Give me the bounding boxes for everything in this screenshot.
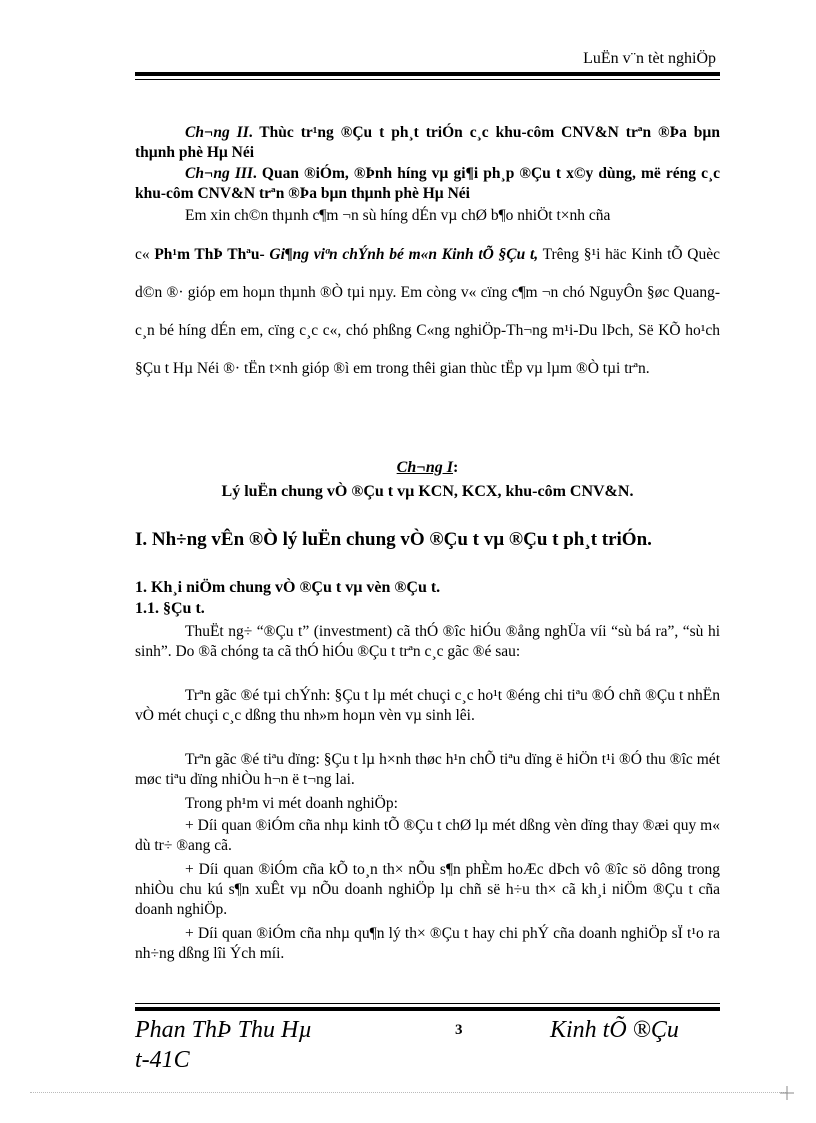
thanks-teacher-name: Ph¹m ThÞ Thªu-	[154, 246, 270, 263]
toc-chapter-3	[135, 164, 720, 204]
thanks-prefix: c«	[135, 246, 155, 263]
body-paragraph-1: ThuËt ng÷ “®Çu t” (investment) cã thÓ ®îc hiÓu ®ång nghÜa víi “sù bá ra”, “sù hi sinh”. Do ®ã chóng ta cã thÓ hiÓu ®Çu t trªn c¸c gãc ®é sau:	[135, 623, 720, 660]
toc-chapter-3-text: . Quan ®iÓm, ®Þnh híng vµ gi¶i ph¸p ®Çu t x©y dùng, më réng c¸c khu-côm CNV&N trªn ®Þa bµn thµnh phè Hµ Néi	[135, 165, 720, 202]
chapter-label-colon: :	[453, 459, 459, 476]
toc-chapter-3-label: Ch¬ng III	[185, 165, 253, 182]
footer-subject: Kinh tÕ ®Çu	[550, 1017, 679, 1043]
body-paragraph-2: Trªn gãc ®é tµi chÝnh: §Çu t lµ mét chuçi c¸c ho¹t ®éng chi tiªu ®Ó chñ ®Çu t nhËn vÒ mét chuçi c¸c dßng thu nh»m hoµn vèn vµ sinh lêi.	[135, 687, 720, 724]
page-corner-mark-icon	[780, 1086, 794, 1100]
toc-chapter-2	[135, 123, 720, 163]
body-paragraph-3: Trªn gãc ®é tiªu dïng: §Çu t lµ h×nh thøc h¹n chÕ tiªu dïng ë hiÖn t¹i ®Ó thu ®îc mét møc tiªu dïng nhiÒu h¬n ë t¬ng lai.	[135, 751, 720, 788]
thanks-teacher-role: Gi¶ng viªn chÝnh bé m«n Kinh tÕ §Çu t,	[269, 246, 539, 263]
thanks-paragraph-2	[135, 236, 720, 388]
toc-chapter-2-label: Ch¬ng II	[185, 124, 249, 141]
header-title: LuËn v¨n tèt nghiÖp	[583, 50, 716, 67]
header-rule-thick	[135, 72, 720, 76]
footer-rule-thick	[135, 1007, 720, 1011]
thanks-body: Trêng §¹i häc Kinh tÕ Quèc d©n ®· gióp em hoµn thµnh ®Ò tµi nµy. Em còng v« cïng c¶m ¬n chó NguyÔn §øc Quang-c¸n bé híng dÉn em, cïng c¸c c«, chó phßng C«ng nghiÖp-Th¬ng m¹i-Du lÞch, Së KÕ ho¹ch §Çu t Hµ Néi ®· tËn t×nh gióp ®ì em trong thêi gian thùc tËp vµ lµm ®Ò tµi trªn.	[135, 246, 720, 377]
footer-author-class: t-41C	[135, 1047, 190, 1073]
section-1-heading: I. Nh÷ng vÊn ®Ò lý luËn chung vÒ ®Çu t vµ ®Çu t ph¸t triÓn.	[135, 529, 652, 550]
footer-rule-thin	[135, 1003, 720, 1004]
thanks-paragraph-1: Em xin ch©n thµnh c¶m ¬n sù híng dÉn vµ chØ b¶o nhiÖt t×nh cña	[185, 207, 611, 224]
header-rule-thin	[135, 79, 720, 80]
footer-author	[135, 1015, 312, 1075]
body-paragraph-4: Trong ph¹m vi mét doanh nghiÖp:	[185, 795, 398, 812]
subsection-1-heading: 1. Kh¸i niÖm chung vÒ ®Çu t vµ vèn ®Çu t.	[135, 579, 441, 596]
toc-chapter-2-text: . Thùc tr¹ng ®Çu t ph¸t triÓn c¸c khu-côm CNV&N trªn ®Þa bµn thµnh phè Hµ Néi	[135, 124, 720, 161]
subsection-1-1-heading: 1.1. §Çu t.	[135, 600, 205, 617]
footer-author-name: Phan ThÞ Thu Hµ	[135, 1017, 313, 1043]
page-number: 3	[455, 1022, 463, 1038]
chapter-title: Lý luËn chung vÒ ®Çu t vµ KCN, KCX, khu-côm CNV&N.	[221, 483, 634, 500]
page-bottom-dotted-border	[30, 1092, 786, 1093]
chapter-label	[135, 457, 720, 479]
body-paragraph-7: + Díi quan ®iÓm cña nhµ qu¶n lý th× ®Çu t hay chi phÝ cña doanh nghiÖp sÏ t¹o ra nh÷ng dßng lîi Ých míi.	[135, 925, 720, 962]
body-paragraph-6: + Díi quan ®iÓm cña kÕ to¸n th× nÕu s¶n phÈm hoÆc dÞch vô ®îc sö dông trong nhiÒu chu kú s¶n xuÊt vµ nÕu doanh nghiÖp lµ chñ së h÷u th× cã kh¸i niÖm ®Çu t cña doanh nghiÖp.	[135, 861, 720, 918]
body-paragraph-5: + Díi quan ®iÓm cña nhµ kinh tÕ ®Çu t chØ lµ mét dßng vèn dïng thay ®æi quy m« dù tr÷ ®ang cã.	[135, 817, 720, 854]
chapter-label-text: Ch¬ng I	[396, 459, 454, 476]
